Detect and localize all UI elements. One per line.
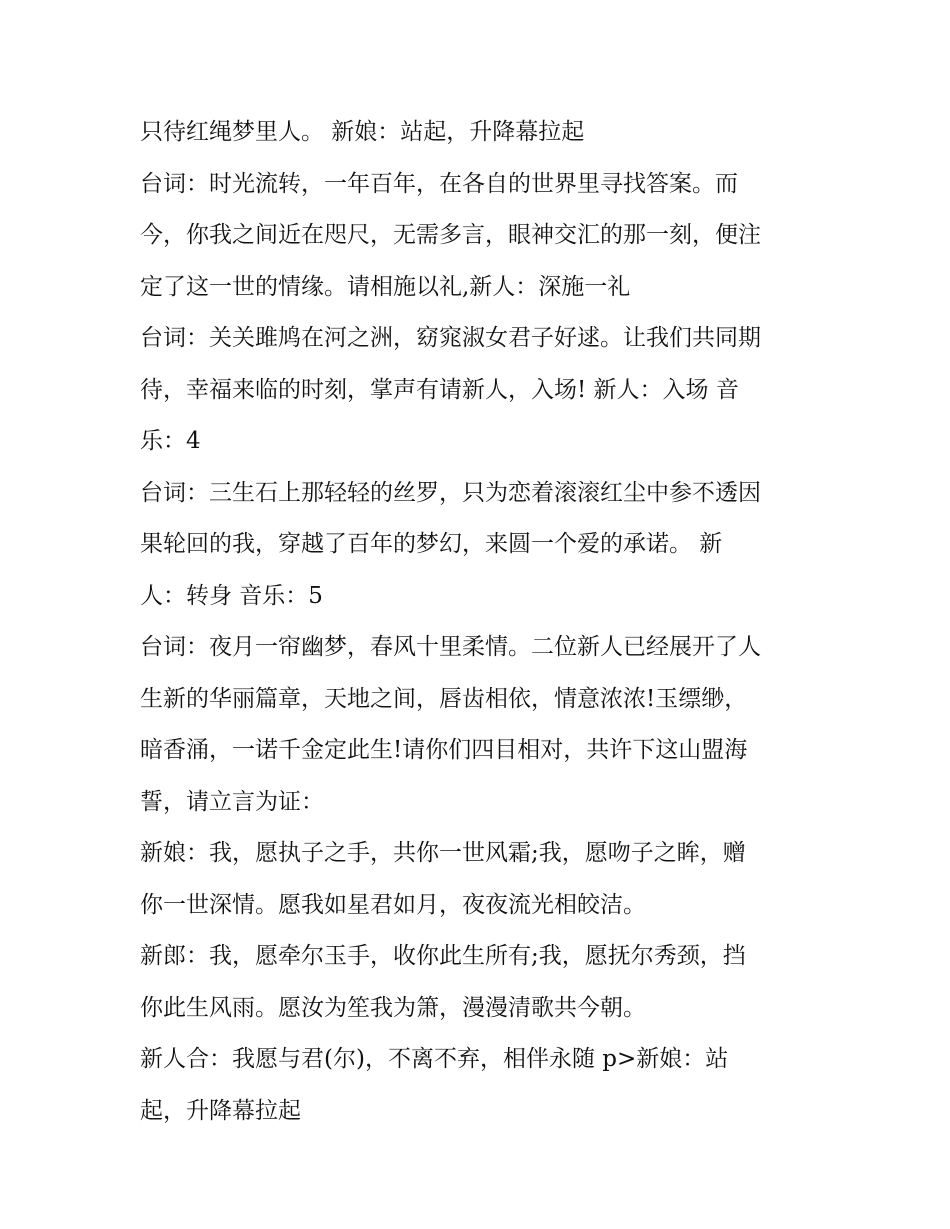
text-line: 待，幸福来临的时刻，掌声有请新人，入场! 新人：入场 音 <box>140 376 739 403</box>
text-line: 誓，请立言为证： <box>140 788 324 815</box>
text-line: 生新的华丽篇章，天地之间，唇齿相依，情意浓浓!玉缥缈， <box>140 685 748 712</box>
text-line: 台词：关关雎鸠在河之洲，窈窕淑女君子好逑。让我们共同期 <box>140 325 761 351</box>
text-line: 乐：4 <box>140 428 201 454</box>
text-line: 台词：三生石上那轻轻的丝罗，只为恋着滚滚红尘中参不透因 <box>140 479 761 506</box>
text-line: 台词：时光流转，一年百年，在各自的世界里寻找答案。而 <box>140 170 738 197</box>
text-line: 台词：夜月一帘幽梦，春风十里柔情。二位新人已经展开了人 <box>140 634 761 660</box>
text-line: 新人合：我愿与君(尔)，不离不弃，相伴永随 p>新娘：站 <box>140 1046 729 1072</box>
text-line: 新郎：我，愿牵尔玉手，收你此生所有;我，愿抚尔秀颈，挡 <box>140 943 746 969</box>
text-line: 定了这一世的情缘。请相施以礼,新人：深施一礼 <box>140 273 631 300</box>
text-line: 今，你我之间近在咫尺，无需多言，眼神交汇的那一刻，便注 <box>140 222 761 248</box>
text-line: 你一世深情。愿我如星君如月，夜夜流光相皎洁。 <box>140 891 646 918</box>
script-text-body <box>140 107 820 1137</box>
text-line: 新娘：我，愿执子之手，共你一世风霜;我，愿吻子之眸，赠 <box>140 840 746 866</box>
text-line: 起，升降幕拉起 <box>140 1097 301 1124</box>
text-line: 果轮回的我，穿越了百年的梦幻，来圆一个爱的承诺。 新 <box>140 531 723 557</box>
text-line: 只待红绳梦里人。 新娘：站起，升降幕拉起 <box>140 119 585 145</box>
text-line: 暗香涌，一诺千金定此生!请你们四目相对，共许下这山盟海 <box>140 737 748 763</box>
text-line: 你此生风雨。愿汝为笙我为箫，漫漫清歌共今朝。 <box>140 994 646 1021</box>
text-line: 人：转身 音乐：5 <box>140 582 323 609</box>
